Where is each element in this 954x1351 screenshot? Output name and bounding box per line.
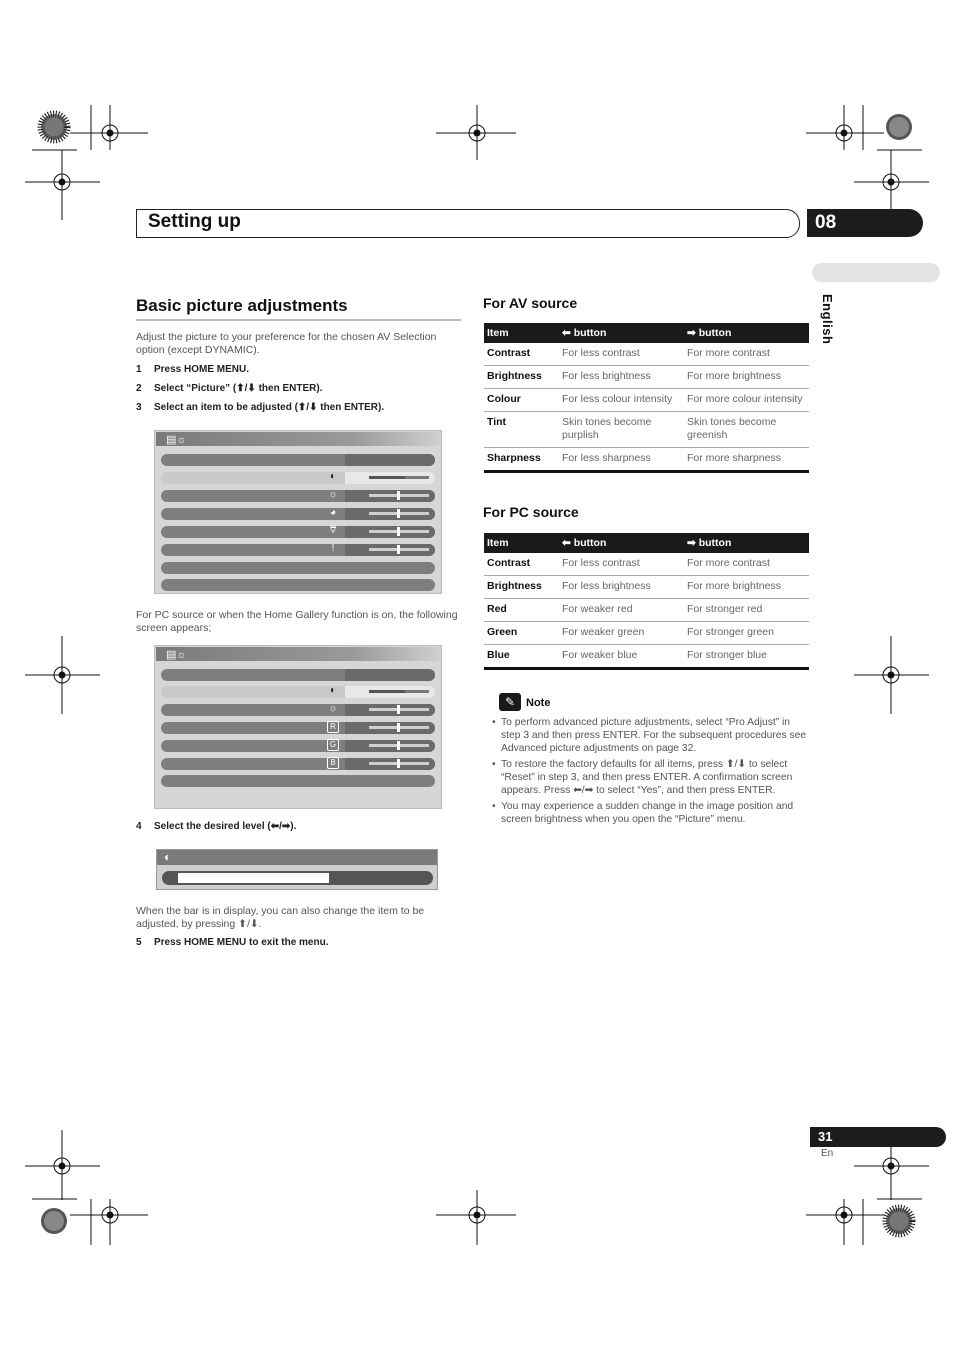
pc-source-table-wrap — [484, 533, 809, 670]
table-row: Green For weaker green For stronger green — [484, 622, 809, 645]
note-item: • You may experience a sudden change in the image position and screen brightness when you open the “Picture” menu. — [492, 800, 810, 826]
side-tab — [812, 263, 940, 282]
osd-row-red — [161, 722, 435, 734]
table-row: Colour For less colour intensity For more colour intensity — [484, 389, 809, 412]
contrast-icon: ◐ — [329, 685, 337, 696]
picture-menu-icon: ▤☼ — [166, 649, 187, 661]
osd-row-header — [161, 669, 435, 681]
osd-row-brightness — [161, 490, 435, 502]
step-2: 2 Select “Picture” (⬆/⬇ then ENTER). — [136, 383, 323, 394]
col-left-button: ⬅ button — [559, 323, 684, 343]
osd-av-screen — [154, 430, 442, 594]
picture-menu-icon: ▤☼ — [166, 434, 187, 446]
step-5: 5 Press HOME MENU to exit the menu. — [136, 937, 329, 948]
av-source-heading: For AV source — [483, 295, 578, 311]
osd-row-sharpness — [161, 544, 435, 556]
page-title: Setting up — [148, 211, 241, 232]
table-row: Brightness For less brightness For more brightness — [484, 366, 809, 389]
osd-row-contrast — [161, 472, 435, 484]
osd-title-bar — [156, 432, 440, 446]
osd-row-blue — [161, 758, 435, 770]
step-4: 4 Select the desired level (⬅/➡). — [136, 821, 297, 832]
osd-title-bar — [156, 647, 440, 661]
osd-row-header — [161, 454, 435, 466]
osd-row-tint — [161, 526, 435, 538]
level-bar-fill — [178, 873, 329, 883]
page-language: En — [821, 1148, 834, 1159]
chapter-number: 08 — [807, 209, 923, 237]
step-3: 3 Select an item to be adjusted (⬆/⬇ then ENTER). — [136, 402, 385, 413]
osd-row-blank-2 — [161, 579, 435, 591]
col-left-button: ⬅ button — [559, 533, 684, 553]
table-row: Sharpness For less sharpness For more sharpness — [484, 448, 809, 472]
pc-source-heading: For PC source — [483, 504, 579, 520]
table-row: Blue For weaker blue For stronger blue — [484, 645, 809, 669]
level-bar-screen — [156, 849, 438, 890]
table-row: Tint Skin tones become purplish Skin tones become greenish — [484, 412, 809, 448]
osd-row-blank — [161, 775, 435, 787]
pc-intro-text: For PC source or when the Home Gallery function is on, the following screen appears; — [136, 609, 458, 634]
col-right-button: ➡ button — [684, 533, 809, 553]
sharpness-icon: ! — [331, 543, 335, 554]
osd-row-blank-1 — [161, 562, 435, 574]
contrast-icon: ◐ — [164, 850, 172, 864]
page-number: 31 — [810, 1127, 946, 1147]
level-bar-track — [162, 871, 433, 885]
contrast-icon: ◐ — [329, 471, 337, 482]
side-language-label: English — [820, 294, 835, 345]
osd-row-colour — [161, 508, 435, 520]
osd-pc-screen — [154, 645, 442, 809]
table-row: Contrast For less contrast For more contrast — [484, 343, 809, 366]
table-row: Contrast For less contrast For more contrast — [484, 553, 809, 576]
note-item: • To perform advanced picture adjustments, select “Pro Adjust” in step 3 and then press ENTER. For the subsequent procedures see Advanced picture adjustments on page 32. — [492, 716, 810, 755]
av-source-table — [484, 323, 809, 473]
section-heading: Basic picture adjustments — [136, 296, 348, 315]
red-icon: R — [327, 721, 339, 733]
col-item: Item — [484, 533, 559, 553]
brightness-icon: ☼ — [328, 489, 338, 500]
osd-row-green — [161, 740, 435, 752]
note-item: • To restore the factory defaults for all items, press ⬆/⬇ to select “Reset” in step 3, and then press ENTER. A confirmation screen appears. Press ⬅/➡ to select “Yes”, and then press ENTER. — [492, 758, 810, 797]
note-pencil-icon: ✎ — [499, 693, 521, 711]
bar-info-text: When the bar is in display, you can also change the item to be adjusted, by pressing ⬆/⬇. — [136, 905, 425, 930]
av-source-table-wrap — [484, 323, 809, 473]
tint-icon: ⩢ — [329, 525, 337, 536]
heading-rule — [136, 319, 461, 321]
green-icon: G — [327, 739, 339, 751]
note-list — [492, 716, 810, 829]
intro-text: Adjust the picture to your preference for the chosen AV Selection option (except DYNAMIC). — [136, 331, 437, 356]
pc-source-table — [484, 533, 809, 670]
table-row: Brightness For less brightness For more brightness — [484, 576, 809, 599]
note-label: Note — [526, 697, 551, 709]
blue-icon: B — [327, 757, 339, 769]
level-bar-title — [157, 850, 437, 865]
col-item: Item — [484, 323, 559, 343]
osd-row-contrast — [161, 686, 435, 698]
table-row: Red For weaker red For stronger red — [484, 599, 809, 622]
brightness-icon: ☼ — [328, 703, 338, 714]
step-1: 1 Press HOME MENU. — [136, 364, 250, 375]
colour-icon: ◕ — [329, 507, 337, 518]
col-right-button: ➡ button — [684, 323, 809, 343]
osd-row-brightness — [161, 704, 435, 716]
